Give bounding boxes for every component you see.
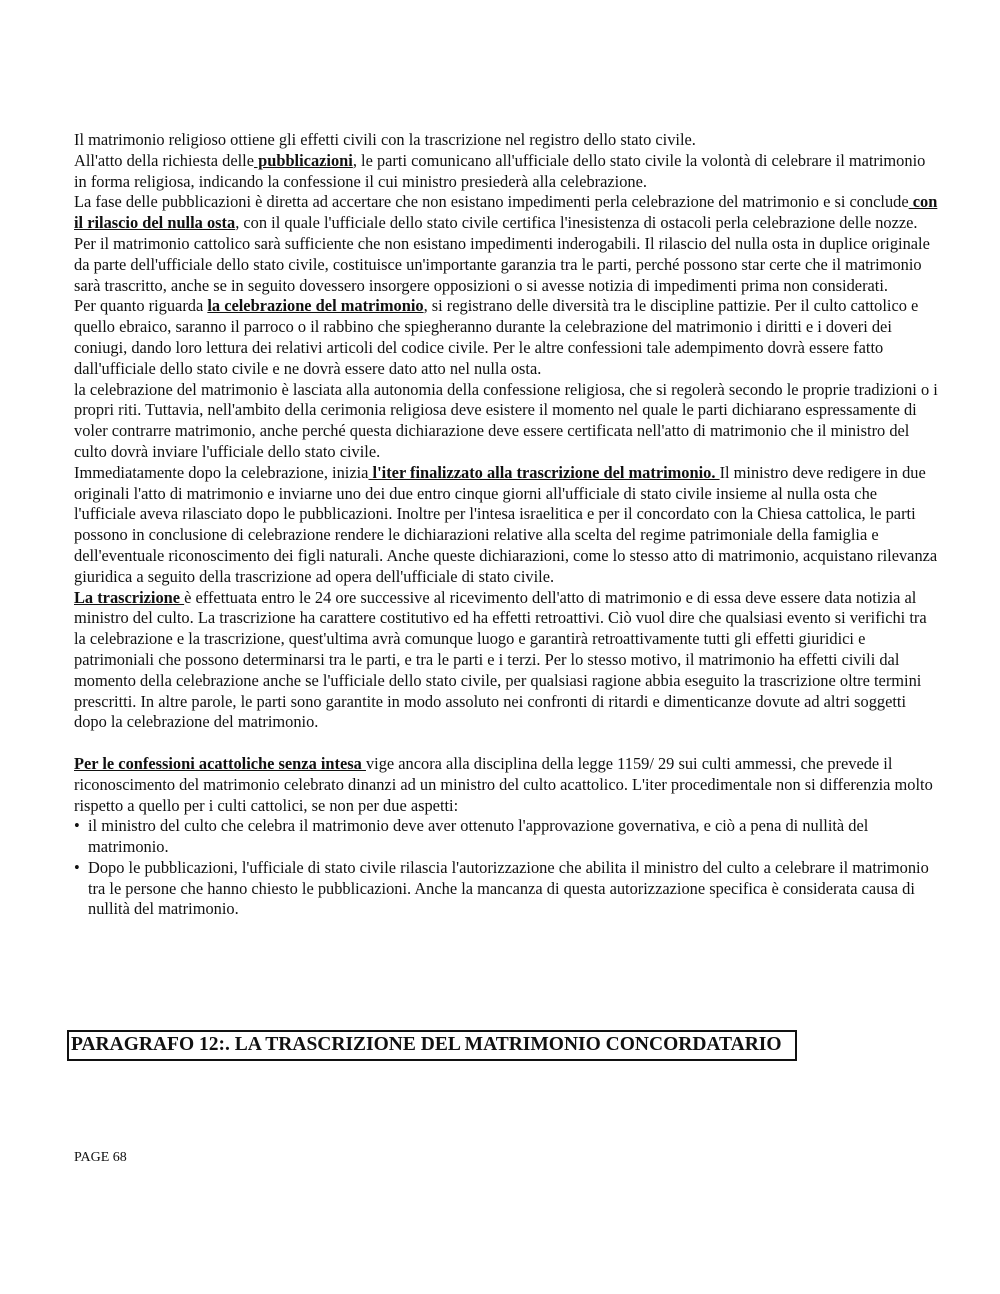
document-body [74, 130, 942, 920]
aspects-list [74, 816, 942, 920]
bullet-icon: • [74, 857, 80, 877]
bullet-icon: • [74, 816, 80, 836]
paragraph-acattoliche: Per le confessioni acattoliche senza intesa vige ancora alla disciplina della legge 1159/ 29 sui culti ammessi, che prevede il riconoscimento del matrimonio celebrato dinanzi ad un ministro del culto acattolico. L'iter procedimentale non si differenzia molto rispetto a quello per i culti cattolici, se non per due aspetti: [74, 753, 933, 815]
keyword-iter: l'iter finalizzato alla trascrizione del matrimonio. [368, 462, 720, 482]
list-item: • Dopo le pubblicazioni, l'ufficiale di stato civile rilascia l'autorizzazione che abilita il ministro del culto a celebrare il matrimonio tra le persone che hanno chiesto le pubblicazioni. Anche la mancanza di questa autorizzazione specifica è considerata causa di nullità del matrimonio. [74, 857, 929, 919]
keyword-nulla-osta: con il rilascio del nulla osta [74, 192, 938, 233]
list-item: • il ministro del culto che celebra il matrimonio deve aver ottenuto l'approvazione governativa, e ciò a pena di nullità del matrimonio. [74, 816, 869, 857]
paragraph-gap [74, 733, 942, 754]
paragraph-pubblicazioni: All'atto della richiesta delle pubblicazioni, le parti comunicano all'ufficiale dello stato civile la volontà di celebrare il matrimonio in forma religiosa, indicando la confessione il cui ministro presiederà alla celebrazione. [74, 150, 926, 191]
paragraph-iter: Immediatamente dopo la celebrazione, inizia l'iter finalizzato alla trascrizione del matrimonio. Il ministro deve redigere in due originali l'atto di matrimonio e inviarne uno dei due entro cinque giorni all'ufficiale di stato civile insieme al nulla osta che l'ufficiale aveva rilasciato dopo le pubblicazioni. Inoltre per l'intesa israelitica e per il concordato con la Chiesa cattolica, le parti possono in conclusione di celebrazione rendere le dichiarazioni relative alla scelta del regime patrimoniale della famiglia e dell'eventuale riconoscimento dei figli naturali. Anche queste dichiarazioni, come lo stesso atto di matrimonio, acquistano rilevanza giuridica a seguito della trascrizione ad opera dell'ufficiale di stato civile. [74, 462, 938, 586]
page-number: PAGE 68 [74, 1150, 127, 1165]
section-heading: PARAGRAFO 12:. LA TRASCRIZIONE DEL MATRIMONIO CONCORDATARIO [67, 1030, 797, 1061]
paragraph-autonomia: la celebrazione del matrimonio è lasciata alla autonomia della confessione religiosa, che si regolerà secondo le proprie tradizioni o i propri riti. Tuttavia, nell'ambito della cerimonia religiosa deve esistere il momento nel quale le parti dichiarano espressamente di voler contrarre matrimonio, anche perché questa dichiarazione deve essere certificata nell'atto di matrimonio che il ministro del culto dovrà inviare l'ufficiale dello stato civile. [74, 379, 938, 461]
paragraph-celebrazione: Per quanto riguarda la celebrazione del matrimonio, si registrano delle diversità tra le discipline pattizie. Per il culto cattolico e quello ebraico, saranno il parroco o il rabbino che spiegheranno durante la celebrazione del matrimonio i diritti e i doveri dei coniugi, dando loro lettura dei relativi articoli del codice civile. Per le altre confessioni tale adempimento dovrà essere fatto dall'ufficiale dello stato civile e ne dovrà essere dato atto nel nulla osta. [74, 296, 919, 378]
keyword-pubblicazioni: pubblicazioni [254, 150, 353, 170]
paragraph-nulla-osta: La fase delle pubblicazioni è diretta ad accertare che non esistano impedimenti perla celebrazione del matrimonio e si conclude con il rilascio del nulla osta, con il quale l'ufficiale dello stato civile certifica l'inesistenza di ostacoli perla celebrazione delle nozze. Per il matrimonio cattolico sarà sufficiente che non esistano impedimenti inderogabili. Il rilascio del nulla osta in duplice originale da parte dell'ufficiale dello stato civile, costituisce un'importante garanzia tra le parti, perché possono star certe che il matrimonio sarà trascritto, anche se in seguito dovessero insorgere opposizioni o si avesse notizia di impedimenti prima non considerati. [74, 192, 938, 295]
keyword-acattoliche: Per le confessioni acattoliche senza intesa [74, 753, 366, 773]
paragraph-trascrizione: La trascrizione è effettuata entro le 24 ore successive al ricevimento dell'atto di matrimonio e di essa deve essere data notizia al ministro del culto. La trascrizione ha carattere costitutivo ed ha effetti retroattivi. Ciò vuol dire che qualsiasi evento si verifichi tra la celebrazione e la trascrizione, quest'ultima avrà comunque luogo e garantirà retroattivamente tutti gli effetti giuridici e patrimoniali che possono determinarsi tra le parti, e tra le parti e i terzi. Per lo stesso motivo, il matrimonio ha effetti civili dal momento della celebrazione anche se l'ufficiale dello stato civile, per qualsiasi ragione abbia eseguito la trascrizione oltre termini prescritti. In altre parole, le parti sono garantite in modo assoluto nei confronti di ritardi e dimenticanze dovute ad altri soggetti dopo la celebrazione del matrimonio. [74, 587, 927, 732]
paragraph-intro: Il matrimonio religioso ottiene gli effetti civili con la trascrizione nel registro dello stato civile. [74, 130, 696, 149]
keyword-trascrizione: La trascrizione [74, 587, 185, 607]
keyword-celebrazione: la celebrazione del matrimonio [207, 296, 424, 316]
